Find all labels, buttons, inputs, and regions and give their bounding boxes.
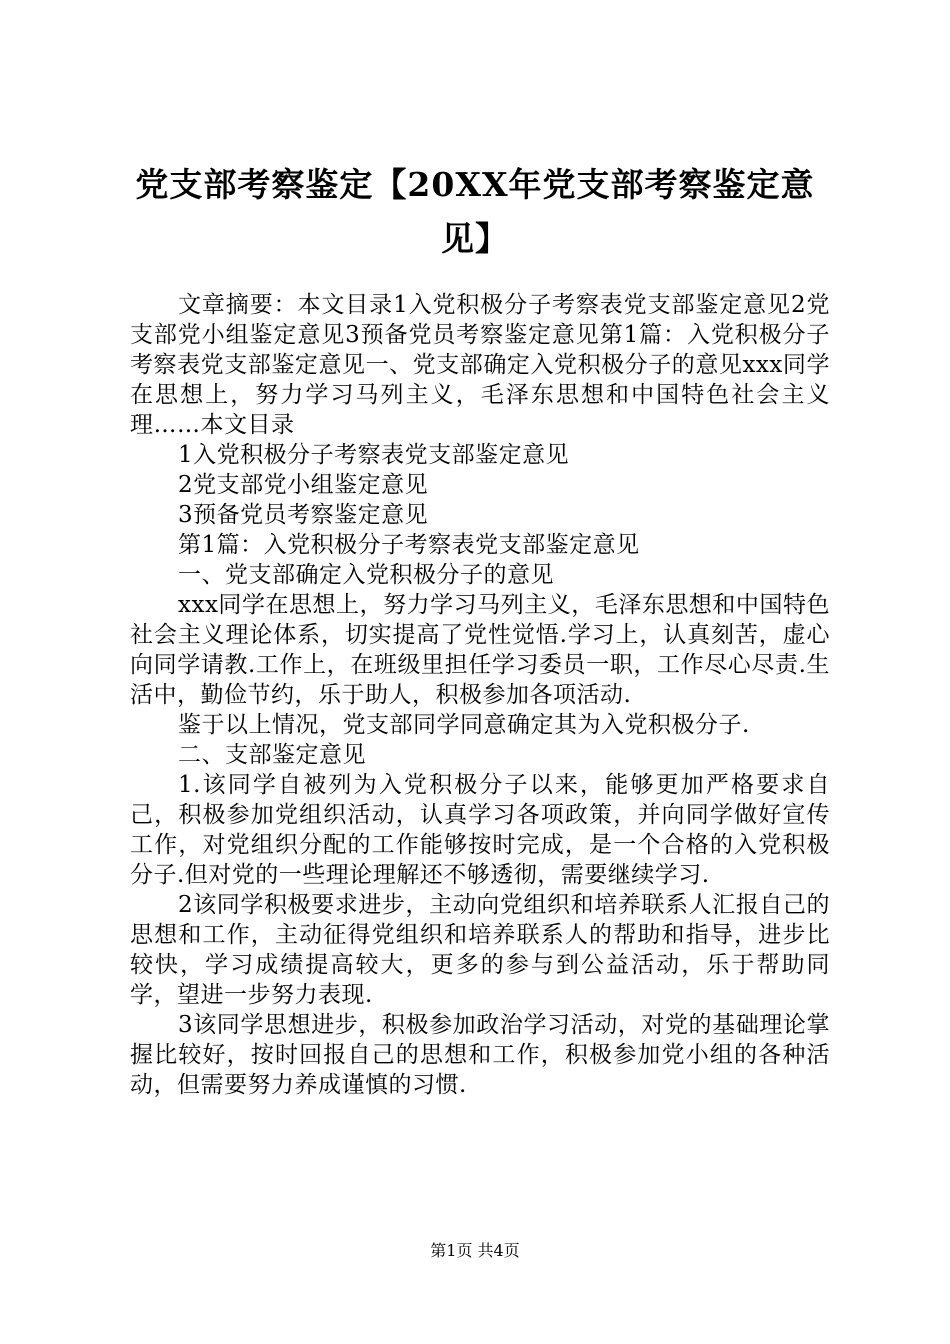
body-paragraph: xxx同学在思想上，努力学习马列主义，毛泽东思想和中国特色社会主义理论体系，切实提高了党性觉悟.学习上，认真刻苦，虚心向同学请教.工作上，在班级里担任学习委员一职，工作尽心尽责.生活中，勤俭节约，乐于助人，积极参加各项活动. (130, 592, 830, 708)
toc-item-1: 1入党积极分子考察表党支部鉴定意见 (178, 442, 570, 468)
toc-item-3: 3预备党员考察鉴定意见 (178, 502, 429, 528)
page-number-footer: 第1页 共4页 (430, 1241, 520, 1260)
section-heading-2: 二、支部鉴定意见 (178, 742, 366, 768)
body-paragraph: 1.该同学自被列为入党积极分子以来，能够更加严格要求自己，积极参加党组织活动，认真学习各项政策，并向同学做好宣传工作，对党组织分配的工作能够按时完成，是一个合格的入党积极分子.但对党的一些理论理解还不够透彻，需要继续学习. (130, 772, 830, 888)
chapter-heading: 第1篇：入党积极分子考察表党支部鉴定意见 (178, 532, 640, 558)
body-paragraph: 3该同学思想进步，积极参加政治学习活动，对党的基础理论掌握比较好，按时回报自己的思想和工作，积极参加党小组的各种活动，但需要努力养成谨慎的习惯. (130, 1012, 830, 1098)
abstract-paragraph: 文章摘要：本文目录1入党积极分子考察表党支部鉴定意见2党支部党小组鉴定意见3预备党员考察鉴定意见第1篇：入党积极分子考察表党支部鉴定意见一、党支部确定入党积极分子的意见xxx同学在思想上，努力学习马列主义，毛泽东思想和中国特色社会主义理……本文目录 (130, 292, 830, 438)
section-heading-1: 一、党支部确定入党积极分子的意见 (178, 562, 554, 588)
toc-item-2: 2党支部党小组鉴定意见 (178, 472, 429, 498)
body-paragraph: 2该同学积极要求进步，主动向党组织和培养联系人汇报自己的思想和工作，主动征得党组织和培养联系人的帮助和指导，进步比较快，学习成绩提高较大，更多的参与到公益活动，乐于帮助同学，望进一步努力表现. (130, 892, 830, 1008)
document-title: 党支部考察鉴定【20XX年党支部考察鉴定意见】 (135, 165, 815, 258)
body-paragraph: 鉴于以上情况，党支部同学同意确定其为入党积极分子. (178, 712, 750, 738)
document-body (130, 290, 830, 1100)
